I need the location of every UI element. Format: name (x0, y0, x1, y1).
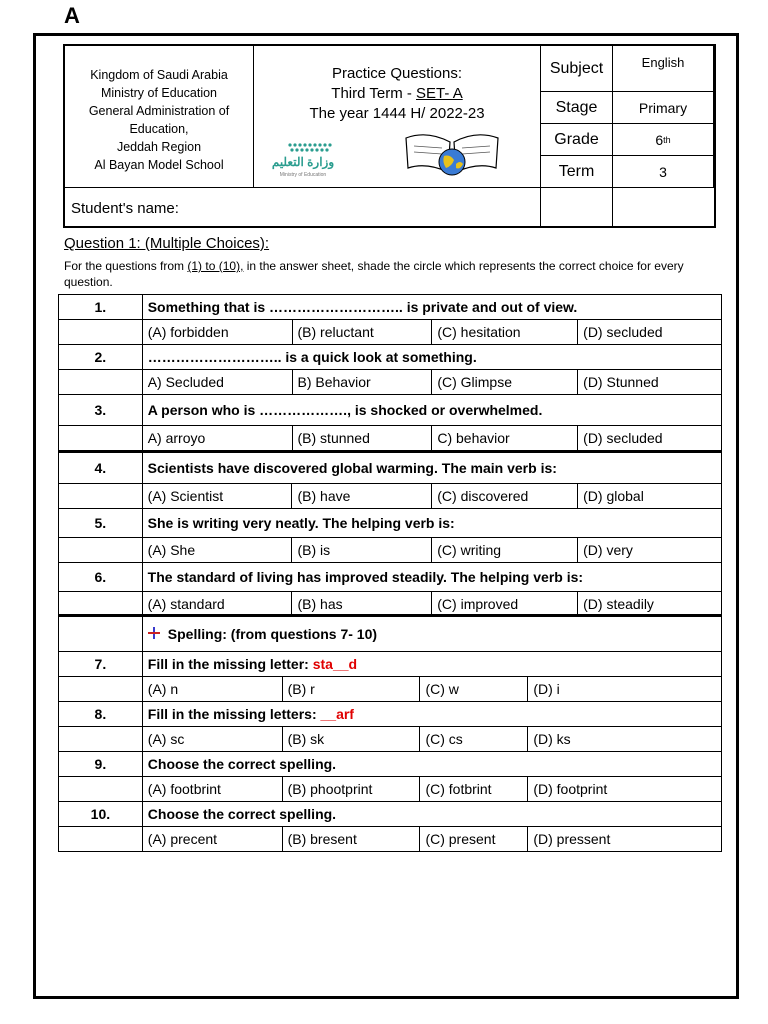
question-stem: The standard of living has improved steadily. The helping verb is: (142, 563, 721, 592)
option[interactable]: (D) i (528, 677, 722, 702)
option[interactable]: B) Behavior (292, 370, 432, 395)
question-number: 4. (59, 452, 143, 484)
question-row (59, 652, 722, 677)
school-line: Ministry of Education (100, 86, 218, 100)
cross-icon (148, 627, 160, 639)
question-row (59, 752, 722, 777)
question-stem: She is writing very neatly. The helping verb is: (142, 509, 721, 538)
student-name-extra (613, 188, 714, 226)
question-row (59, 452, 722, 484)
stage-label: Stage (541, 92, 613, 124)
options-row (59, 320, 722, 345)
question-number: 8. (59, 702, 143, 727)
term-value: 3 (613, 156, 714, 188)
options-row (59, 370, 722, 395)
option[interactable]: (A) standard (142, 592, 292, 617)
title-line: The year 1444 H/ 2022-23 (309, 105, 485, 122)
option[interactable]: (A) forbidden (142, 320, 292, 345)
spelling-heading: Spelling: (from questions 7- 10) (142, 616, 721, 652)
question-number: 3. (59, 395, 143, 426)
header-table (63, 44, 716, 228)
option[interactable]: (A) She (142, 538, 292, 563)
grade-label: Grade (541, 124, 613, 156)
option[interactable]: (C) writing (432, 538, 578, 563)
question-stem: Choose the correct spelling. (142, 802, 721, 827)
ministry-logo-subtext: Ministry of Education (279, 172, 327, 178)
subject-label: Subject (541, 46, 613, 92)
option[interactable]: A) arroyo (142, 426, 292, 451)
question-number: 1. (59, 295, 143, 320)
question-stem: Fill in the missing letter: sta__d (142, 652, 721, 677)
option[interactable]: (A) precent (142, 827, 282, 852)
question-stem: Something that is ……………………….. is private and out of view. (142, 295, 721, 320)
question-number: 7. (59, 652, 143, 677)
option[interactable]: C) behavior (432, 426, 578, 451)
option[interactable]: (C) present (420, 827, 528, 852)
option[interactable]: (C) hesitation (432, 320, 578, 345)
options-row (59, 827, 722, 852)
options-row (59, 538, 722, 563)
grade-value: 6 th (613, 124, 714, 156)
question-number: 6. (59, 563, 143, 592)
question1-heading: Question 1: (Multiple Choices): (64, 235, 270, 252)
questions-table-a (58, 294, 722, 451)
spelling-heading-row (59, 616, 722, 652)
question-stem: Choose the correct spelling. (142, 752, 721, 777)
question-stem: Scientists have discovered global warming. The main verb is: (142, 452, 721, 484)
option[interactable]: (D) global (578, 484, 722, 509)
question1-instructions: For the questions from (1) to (10), in the answer sheet, shade the circle which represents the correct choice for every question. (64, 259, 684, 289)
ministry-logo (268, 137, 370, 187)
option[interactable]: (C) Glimpse (432, 370, 578, 395)
option[interactable]: A) Secluded (142, 370, 292, 395)
option[interactable]: (C) cs (420, 727, 528, 752)
question-number: 2. (59, 345, 143, 370)
question-row (59, 345, 722, 370)
option[interactable]: (D) secluded (578, 320, 722, 345)
option[interactable]: (D) steadily (578, 592, 722, 617)
ministry-logo-text: وزارة التعليم (271, 155, 335, 169)
option[interactable]: (B) is (292, 538, 432, 563)
option[interactable]: (B) r (282, 677, 420, 702)
student-name-field[interactable] (541, 188, 613, 226)
option[interactable]: (D) ks (528, 727, 722, 752)
question-number: 5. (59, 509, 143, 538)
options-row (59, 677, 722, 702)
school-line: General Administration of (88, 104, 230, 118)
book-globe-icon (402, 128, 502, 182)
title-line: Third Term - SET- A (331, 85, 463, 102)
option[interactable]: (A) sc (142, 727, 282, 752)
question-stem: Fill in the missing letters: __arf (142, 702, 721, 727)
option[interactable]: (D) Stunned (578, 370, 722, 395)
spelling-table (58, 614, 722, 852)
option[interactable]: (B) have (292, 484, 432, 509)
option[interactable]: (D) pressent (528, 827, 722, 852)
questions-table-b (58, 450, 722, 617)
option[interactable]: (D) footprint (528, 777, 722, 802)
option[interactable]: (C) discovered (432, 484, 578, 509)
option[interactable]: (B) phootprint (282, 777, 420, 802)
options-row (59, 426, 722, 451)
question-row (59, 563, 722, 592)
school-line: Education, (129, 122, 189, 136)
option[interactable]: (A) footbrint (142, 777, 282, 802)
options-row (59, 727, 722, 752)
term-label: Term (541, 156, 613, 188)
student-name-label: Student's name: (65, 188, 541, 226)
question-number: 10. (59, 802, 143, 827)
stage-value: Primary (613, 92, 714, 124)
option[interactable]: (A) Scientist (142, 484, 292, 509)
option[interactable]: (B) has (292, 592, 432, 617)
school-line: Jeddah Region (116, 140, 202, 154)
option[interactable]: (B) stunned (292, 426, 432, 451)
options-row (59, 777, 722, 802)
question-stem: ……………………….. is a quick look at something. (142, 345, 721, 370)
option[interactable]: (B) bresent (282, 827, 420, 852)
question-number: 9. (59, 752, 143, 777)
option[interactable]: (D) very (578, 538, 722, 563)
school-line: Al Bayan Model School (94, 158, 224, 172)
question-row (59, 702, 722, 727)
question-row (59, 395, 722, 426)
question-row (59, 295, 722, 320)
set-letter: A (64, 3, 80, 28)
question-row (59, 509, 722, 538)
option[interactable]: (A) n (142, 677, 282, 702)
option[interactable]: (C) w (420, 677, 528, 702)
options-row (59, 484, 722, 509)
question-row (59, 802, 722, 827)
option[interactable]: (C) improved (432, 592, 578, 617)
option[interactable]: (B) sk (282, 727, 420, 752)
school-line: Kingdom of Saudi Arabia (90, 68, 228, 82)
option[interactable]: (B) reluctant (292, 320, 432, 345)
school-info (65, 46, 254, 188)
options-row (59, 592, 722, 617)
option[interactable]: (C) fotbrint (420, 777, 528, 802)
subject-value: English (613, 46, 714, 92)
option[interactable]: (D) secluded (578, 426, 722, 451)
question-stem: A person who is ………………., is shocked or overwhelmed. (142, 395, 721, 426)
title-line: Practice Questions: (331, 65, 463, 82)
